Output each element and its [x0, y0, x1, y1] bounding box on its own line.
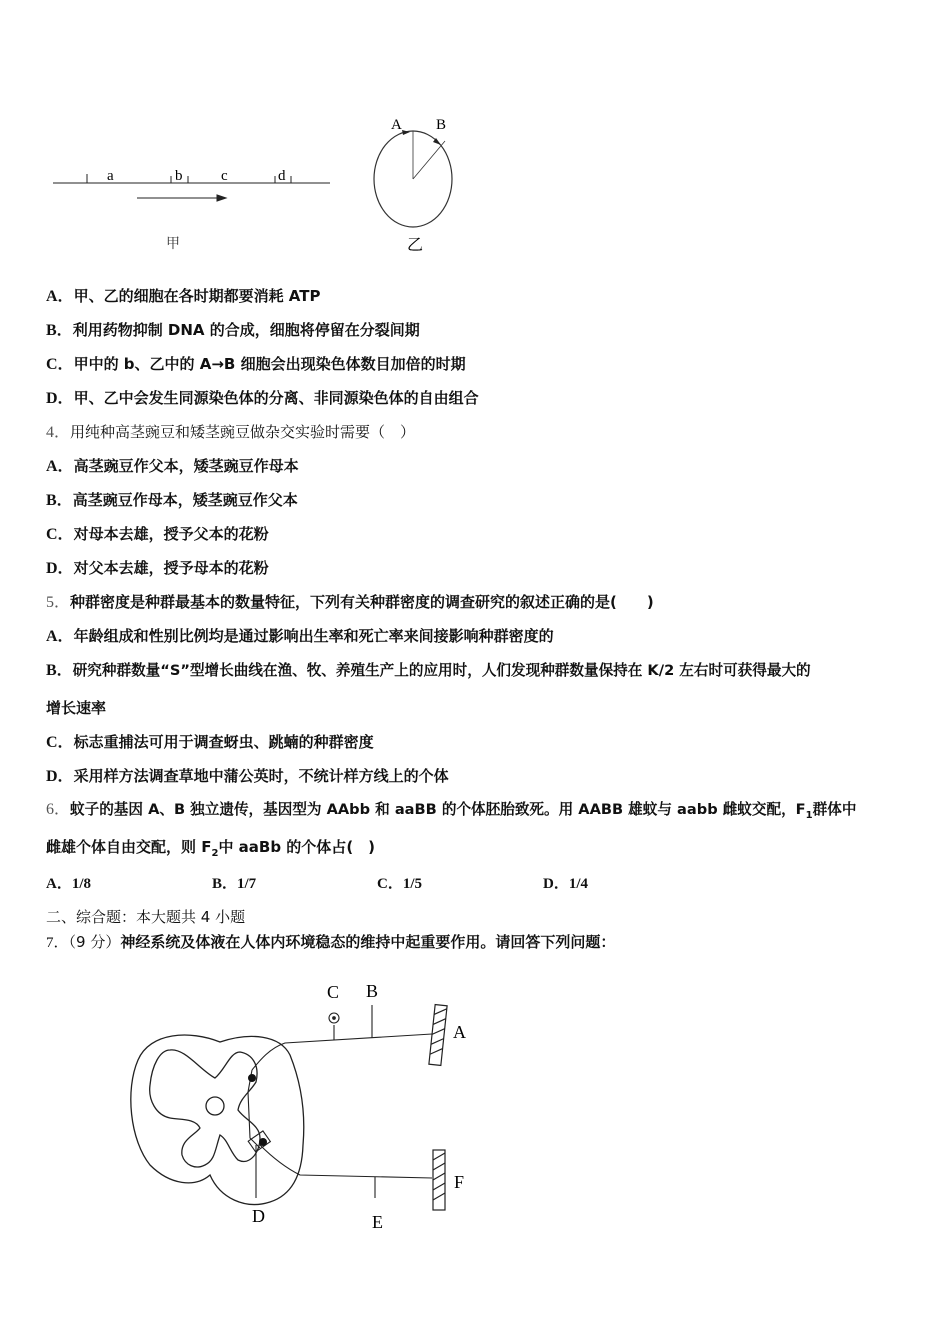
- spinal-cord-outline: [131, 1035, 304, 1204]
- subscript: 2: [211, 848, 219, 859]
- q3-option-c: [46, 354, 466, 375]
- receptor-A: [429, 1005, 447, 1066]
- segment-label-d: d: [278, 168, 286, 184]
- q6-option-b: [212, 872, 256, 893]
- option-text-continued: 增长速率: [46, 699, 107, 717]
- option-label: B．: [46, 662, 73, 679]
- option-text: 对母本去雄，授予父本的花粉: [73, 525, 269, 543]
- label-B: B: [366, 981, 379, 1001]
- q4-option-a: [46, 456, 299, 477]
- option-label: C．: [377, 876, 403, 892]
- q4-option-d: [46, 558, 269, 579]
- neuron-body-1: [248, 1074, 256, 1082]
- q3-option-b: [46, 320, 420, 341]
- point-label-A: A: [391, 117, 402, 133]
- q5-option-b: [46, 661, 811, 681]
- option-label: D．: [46, 768, 74, 785]
- option-label: C．: [46, 356, 74, 373]
- q5-option-b-continued: [46, 698, 106, 718]
- point-label-B: B: [436, 117, 447, 133]
- option-text: 1/4: [568, 876, 589, 892]
- q5-option-d: [46, 766, 449, 787]
- option-text: 甲中的 b、乙中的 A→B 细胞会出现染色体数目加倍的时期: [73, 355, 466, 373]
- option-label: B．: [46, 492, 73, 509]
- option-text: 高茎豌豆作母本，矮茎豌豆作父本: [72, 491, 298, 509]
- option-label: C．: [46, 526, 74, 543]
- effector-F: [433, 1150, 445, 1210]
- option-label: A．: [46, 876, 72, 892]
- option-label: C．: [46, 734, 74, 751]
- option-label: D．: [543, 876, 569, 892]
- question-text: 群体中: [812, 801, 857, 818]
- subscript: 1: [805, 809, 813, 821]
- question-text: 神经系统及体液在人体内环境稳态的维持中起重要作用。请回答下列问题：: [120, 933, 616, 951]
- q5-option-c: [46, 732, 374, 753]
- q4-stem: [46, 422, 415, 443]
- option-text: 甲、乙中会发生同源染色体的分离、非同源染色体的自由组合: [73, 389, 479, 407]
- question-points: （9 分）: [68, 933, 121, 951]
- label-F: F: [454, 1172, 465, 1192]
- option-text: 年龄组成和性别比例均是通过影响出生率和死亡率来间接影响种群密度的: [73, 627, 554, 645]
- neuron-body-2: [259, 1138, 267, 1146]
- segment-label-c: c: [221, 168, 228, 184]
- cell-cycle-figure: [40, 100, 480, 260]
- option-label: A．: [46, 288, 74, 305]
- option-text: 高茎豌豆作父本，矮茎豌豆作母本: [73, 457, 299, 475]
- segment-label-b: b: [175, 168, 183, 184]
- segment-label-a: a: [107, 168, 114, 184]
- option-text: 采用样方法调查草地中蒲公英时，不统计样方线上的个体: [73, 767, 449, 785]
- label-A: A: [453, 1022, 466, 1042]
- neural-pathway: [248, 1005, 432, 1198]
- q6-stem-line1: [46, 800, 856, 826]
- cell-cycle-line-jia: [53, 174, 330, 201]
- q4-option-c: [46, 524, 269, 545]
- section-heading: 二、综合题：本大题共 4 小题: [46, 908, 246, 926]
- caption-jia: 甲: [166, 237, 180, 252]
- option-text: 标志重捕法可用于调查蚜虫、跳蝻的种群密度: [73, 733, 374, 751]
- caption-yi: 乙: [407, 237, 424, 254]
- option-text: 研究种群数量“S”型增长曲线在渔、牧、养殖生产上的应用时，人们发现种群数量保持在 K/2 左右时可获得最大的: [72, 662, 811, 679]
- question-text: 中 aaBb 的个体占( ): [218, 838, 376, 856]
- q3-option-a: [46, 286, 320, 307]
- option-label: A．: [46, 628, 74, 645]
- option-label: B．: [46, 322, 73, 339]
- option-text: 1/5: [402, 876, 423, 892]
- question-text: 种群密度是种群最基本的数量特征，下列有关种群密度的调查研究的叙述正确的是( ): [70, 593, 654, 611]
- option-label: D．: [46, 390, 74, 407]
- cell-cycle-circle-yi: [374, 130, 452, 227]
- question-text: 蚊子的基因 A、B 独立遗传，基因型为 AAbb 和 aaBB 的个体胚胎致死。用 AABB 雄蚊与 aabb 雌蚊交配，F: [70, 801, 806, 818]
- q6-option-c: [377, 872, 422, 893]
- q5-option-a: [46, 626, 554, 647]
- label-C: C: [327, 982, 340, 1002]
- q6-stem-line2: [46, 837, 375, 864]
- question-number: 6．: [46, 801, 71, 818]
- question-text: 雌雄个体自由交配，则 F: [46, 838, 212, 856]
- option-label: A．: [46, 458, 74, 475]
- option-text: 1/8: [71, 876, 92, 892]
- option-text: 甲、乙的细胞在各时期都要消耗 ATP: [73, 287, 321, 305]
- option-label: D．: [46, 560, 74, 577]
- question-text: 用纯种高茎豌豆和矮茎豌豆做杂交实验时需要（ ）: [70, 423, 416, 441]
- option-text: 利用药物抑制 DNA 的合成，细胞将停留在分裂间期: [72, 321, 420, 339]
- question-number: 4．: [46, 424, 71, 441]
- question-number: 5．: [46, 594, 71, 611]
- label-E: E: [372, 1212, 383, 1232]
- option-text: 对父本去雄，授予母本的花粉: [73, 559, 269, 577]
- q5-stem: [46, 592, 654, 613]
- option-label: B．: [212, 876, 238, 892]
- q7-stem: [46, 931, 615, 952]
- label-D: D: [252, 1206, 265, 1226]
- question-number: 7．: [46, 935, 69, 951]
- q4-option-b: [46, 490, 298, 511]
- option-text: 1/7: [237, 876, 257, 892]
- q6-option-d: [543, 872, 588, 893]
- q3-option-d: [46, 388, 479, 409]
- q6-option-a: [46, 872, 91, 893]
- reflex-arc-figure: [120, 970, 480, 1240]
